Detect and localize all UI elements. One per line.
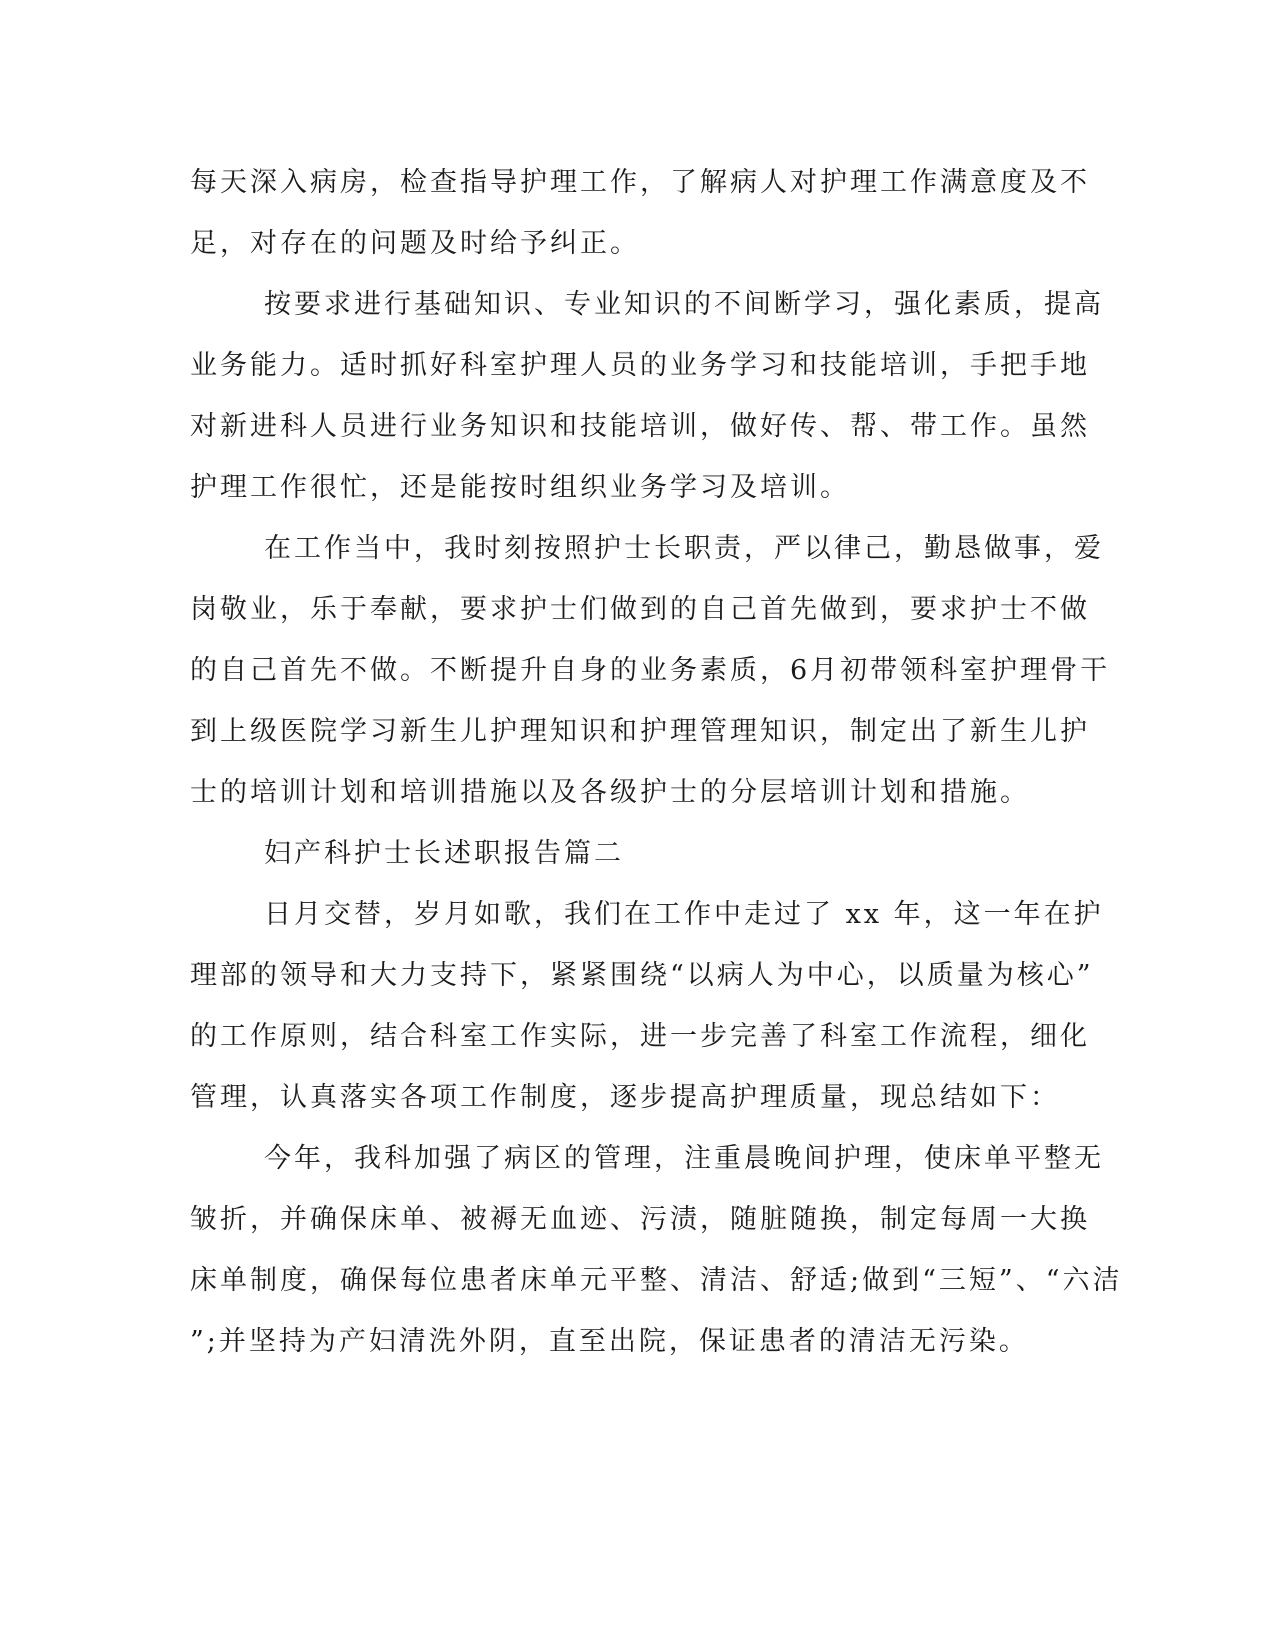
text-line: 按要求进行基础知识、专业知识的不间断学习，强化素质，提高 [264, 289, 1104, 320]
text-line: 皱折，并确保床单、被褥无血迹、污渍，随脏随换，制定每周一大换 [190, 1204, 1090, 1235]
text-line: 到上级医院学习新生儿护理知识和护理管理知识，制定出了新生儿护 [190, 716, 1090, 747]
text-line: ”;并坚持为产妇清洗外阴，直至出院，保证患者的清洁无污染。 [190, 1326, 1029, 1357]
document-body [190, 152, 1123, 1372]
text-line: 理部的领导和大力支持下，紧紧围绕“以病人为中心，以质量为核心” [190, 960, 1094, 991]
text-line: 对新进科人员进行业务知识和技能培训，做好传、帮、带工作。虽然 [190, 411, 1090, 442]
text-line: 的工作原则，结合科室工作实际，进一步完善了科室工作流程，细化 [190, 1021, 1090, 1052]
text-line: 护理工作很忙，还是能按时组织业务学习及培训。 [190, 472, 850, 503]
text-line: 业务能力。适时抓好科室护理人员的业务学习和技能培训，手把手地 [190, 350, 1090, 381]
text-line: 足，对存在的问题及时给予纠正。 [190, 228, 640, 259]
text-line: 在工作当中，我时刻按照护士长职责，严以律己，勤恳做事，爱 [264, 533, 1104, 564]
text-line: 管理，认真落实各项工作制度，逐步提高护理质量，现总结如下： [190, 1082, 1060, 1113]
text-line: 每天深入病房，检查指导护理工作，了解病人对护理工作满意度及不 [190, 167, 1090, 198]
text-line: 床单制度，确保每位患者床单元平整、清洁、舒适;做到“三短”、“六洁 [190, 1265, 1123, 1296]
text-line: 日月交替，岁月如歌，我们在工作中走过了 xx 年，这一年在护 [264, 899, 1104, 930]
text-line: 士的培训计划和培训措施以及各级护士的分层培训计划和措施。 [190, 777, 1030, 808]
text-line: 妇产科护士长述职报告篇二 [264, 838, 624, 869]
text-line: 今年，我科加强了病区的管理，注重晨晚间护理，使床单平整无 [264, 1143, 1104, 1174]
text-line: 的自己首先不做。不断提升自身的业务素质，6月初带领科室护理骨干 [190, 655, 1111, 686]
text-line: 岗敬业，乐于奉献，要求护士们做到的自己首先做到，要求护士不做 [190, 594, 1090, 625]
